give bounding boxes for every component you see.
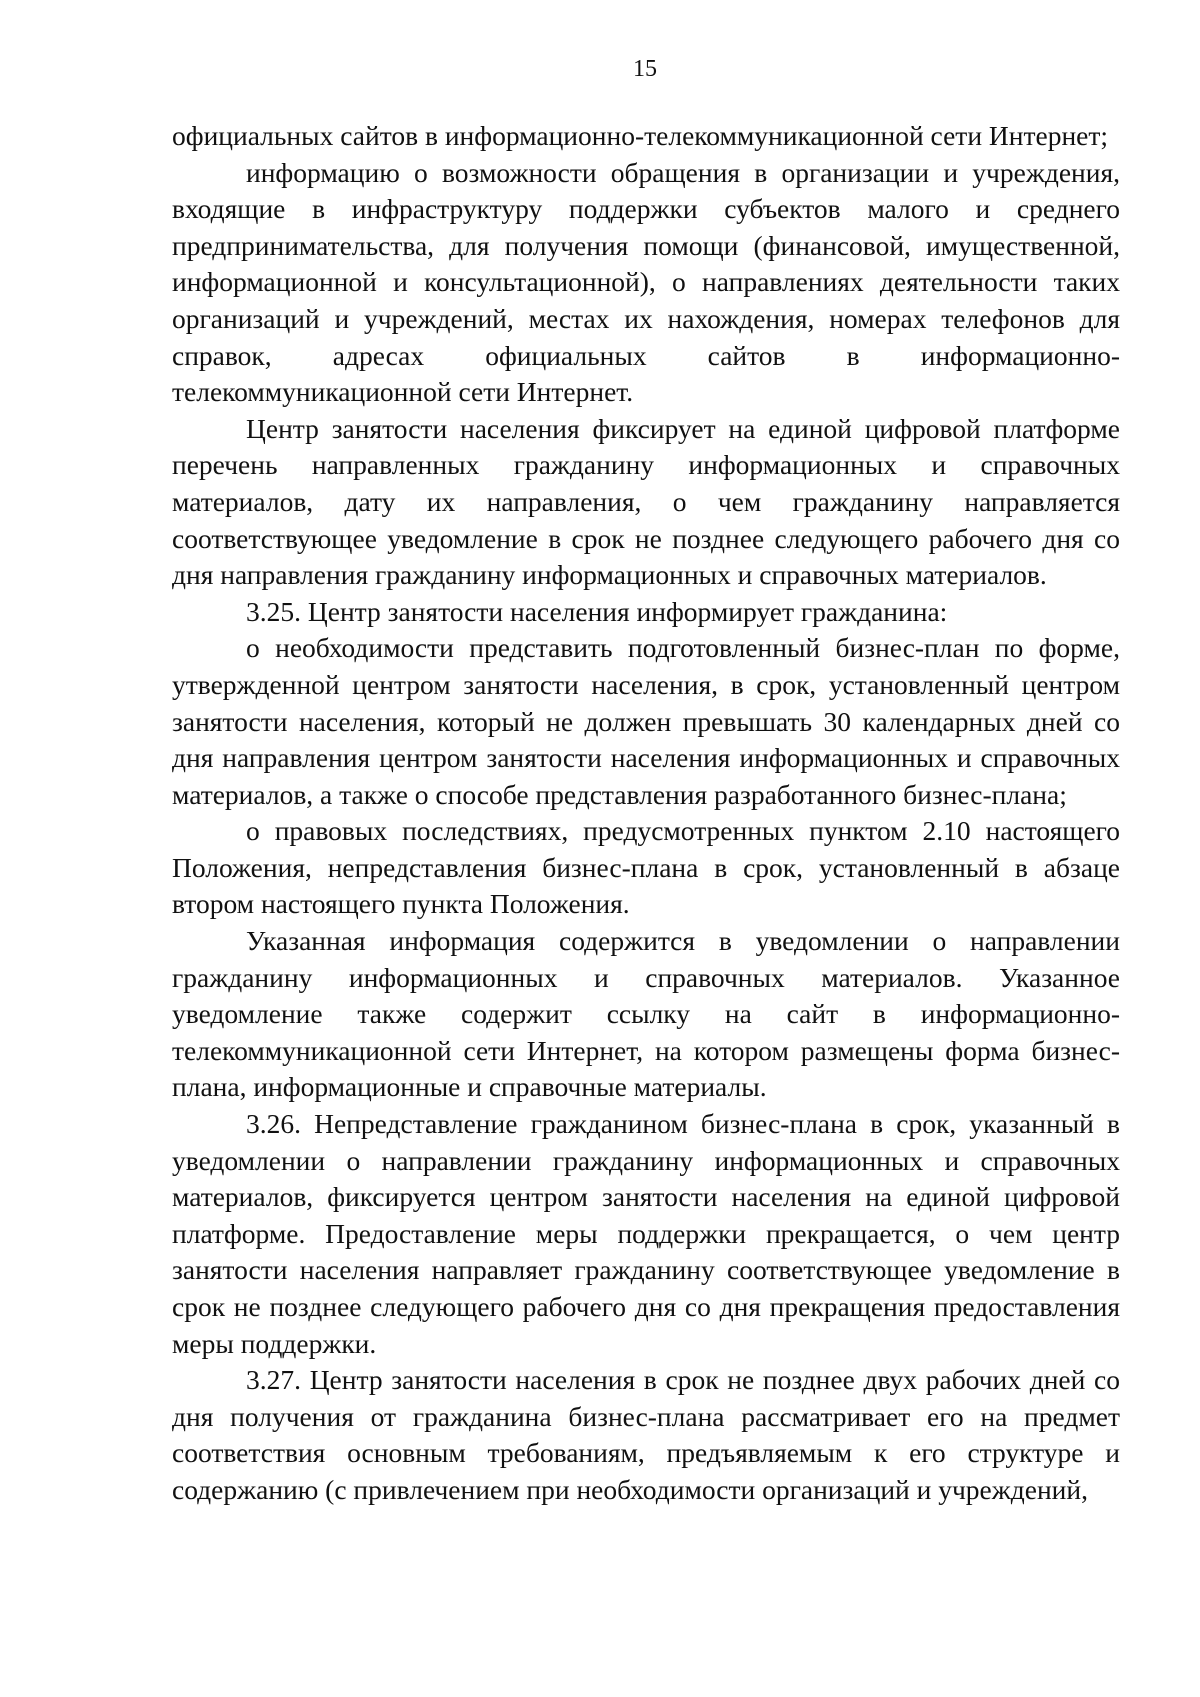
paragraph-clause-3-27: 3.27. Центр занятости населения в срок не позднее двух рабочих дней со дня получения от гражданина бизнес-плана рассматривает его на предмет соответствия основным требованиям, предъявляемым к его структуре и содержанию (с привлечением при необходимости организаций и учреждений, [172,1364,1120,1505]
paragraph-notification-content: Указанная информация содержится в уведомлении о направлении гражданину информационных и справочных материалов. Указанное уведомление также содержит ссылку на сайт в информационно-телекоммуникационной сети Интернет, на котором размещены форма бизнес-плана, информационные и справочные материалы. [172,925,1120,1103]
paragraph-business-plan-deadline: о необходимости представить подготовленный бизнес-план по форме, утвержденной центром занятости населения, в срок, установленный центром занятости населения, который не должен превышать 30 календарных дней со дня направления центром занятости населения информационных и справочных материалов, а также о способе представления разработанного бизнес-плана; [172,632,1120,810]
paragraph-clause-3-25: 3.25. Центр занятости населения информирует гражданина: [246,595,948,627]
paragraph-platform-record: Центр занятости населения фиксирует на единой цифровой платформе перечень направленных гражданину информационных и справочных материалов, дату их направления, о чем гражданину направляется соответствующее уведомление в срок не позднее следующего рабочего дня со дня направления гражданину информационных и справочных материалов. [172,412,1120,591]
paragraph-continuation: официальных сайтов в информационно-телекоммуникационной сети Интернет; [172,120,1109,151]
page-number: 15 [633,56,657,82]
paragraph-legal-consequences: о правовых последствиях, предусмотренных пунктом 2.10 настоящего Положения, непредставления бизнес-плана в срок, установленный в абзаце втором настоящего пункта Положения. [172,815,1120,920]
document-body [172,118,1120,1509]
paragraph-info-organizations: информацию о возможности обращения в организации и учреждения, входящие в инфраструктуру поддержки субъектов малого и среднего предпринимательства, для получения помощи (финансовой, имущественной, информационной и консультационной), о направлениях деятельности таких организаций и учреждений, местах их нахождения, номерах телефонов для справок, адресах официальных сайтов в информационно-телекоммуникационной сети Интернет. [172,156,1120,408]
paragraph-clause-3-26: 3.26. Непредставление гражданином бизнес-плана в срок, указанный в уведомлении о направлении гражданину информационных и справочных материалов, фиксируется центром занятости населения на единой цифровой платформе. Предоставление меры поддержки прекращается, о чем центр занятости населения направляет гражданину соответствующее уведомление в срок не позднее следующего рабочего дня со дня прекращения предоставления меры поддержки. [172,1108,1120,1359]
